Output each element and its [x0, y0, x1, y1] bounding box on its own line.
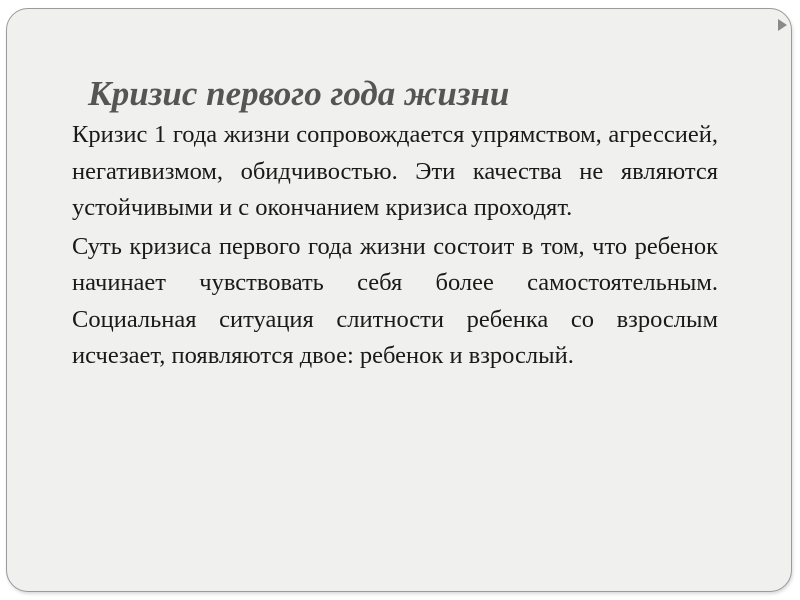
slide-body	[72, 117, 718, 375]
slide-title: Кризис первого года жизни	[88, 74, 510, 113]
triangle-right-icon	[778, 19, 787, 31]
body-paragraph-1: Кризис 1 года жизни сопровождается упрямством, агрессией, негативизмом, обидчивостью. Эти качества не являются устойчивыми и с окончанием кризиса проходят.	[72, 121, 718, 221]
body-paragraph-2: Суть кризиса первого года жизни состоит в том, что ребенок начинает чувствовать себя более самостоятельным. Социальная ситуация слитности ребенка со взрослым исчезает, появляются двое: ребенок и взрослый.	[72, 232, 718, 369]
